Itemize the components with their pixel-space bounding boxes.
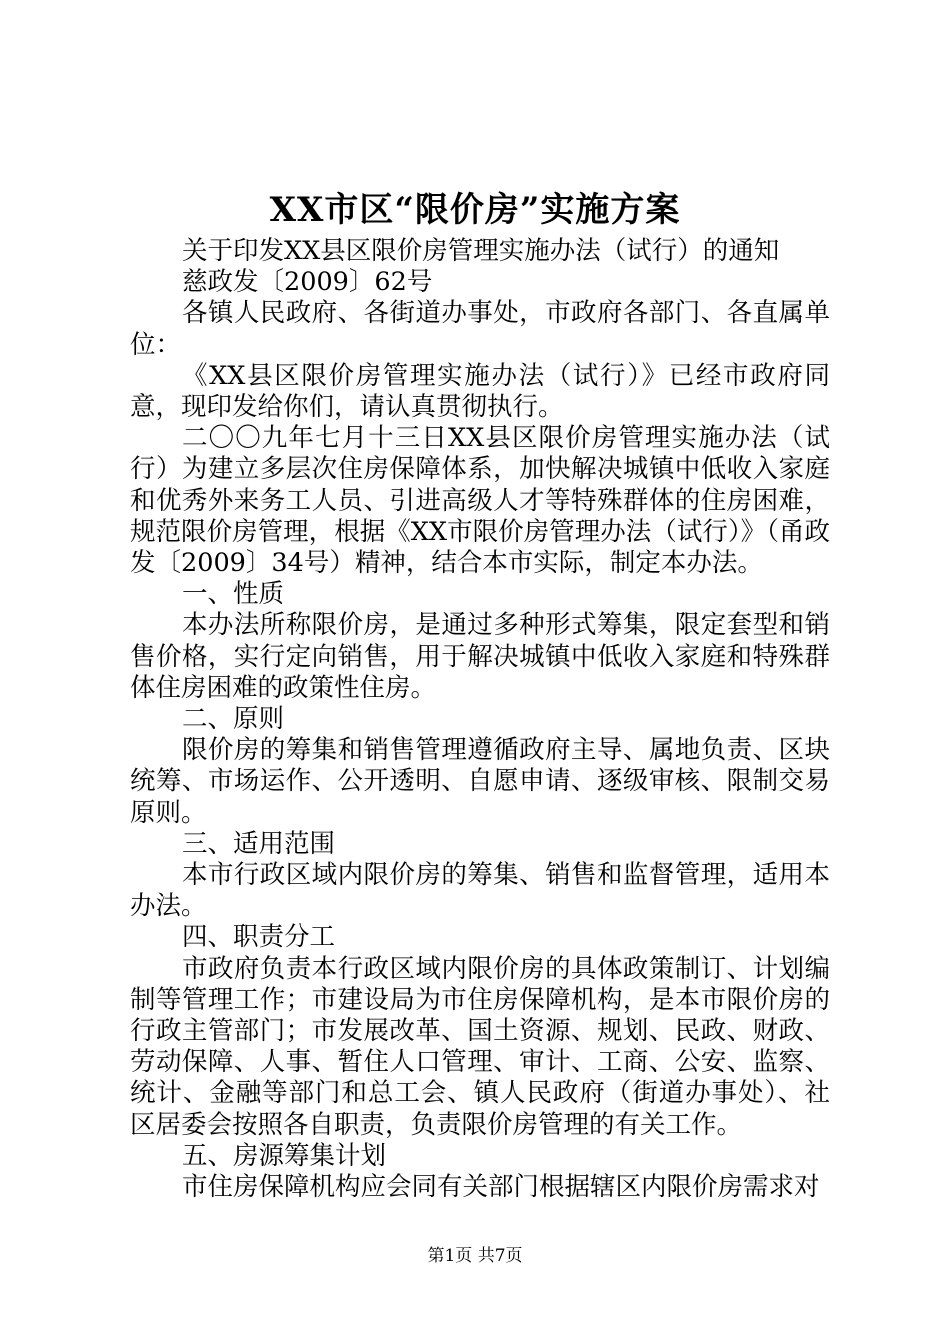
body-paragraph: 市住房保障机构应会同有关部门根据辖区内限价房需求对	[182, 1172, 820, 1203]
section-heading: 五、房源筹集计划	[182, 1140, 387, 1171]
document-body	[130, 236, 830, 1203]
addressee-paragraph: 各镇人民政府、各街道办事处，市政府各部门、各直属单位：	[130, 298, 830, 360]
body-paragraph: 本市行政区域内限价房的筹集、销售和监督管理，适用本办法。	[130, 860, 830, 922]
body-paragraph: 《XX县区限价房管理实施办法（试行）》已经市政府同意，现印发给你们，请认真贯彻执行。	[130, 360, 830, 423]
body-paragraph: 市政府负责本行政区域内限价房的具体政策制订、计划编制等管理工作；市建设局为市住房保障机构，是本市限价房的行政主管部门；市发展改革、国土资源、规划、民政、财政、劳动保障、人事、暂住人口管理、审计、工商、公安、监察、统计、金融等部门和总工会、镇人民政府（街道办事处）、社区居委会按照各自职责，负责限价房管理的有关工作。	[130, 953, 830, 1140]
section-heading: 三、适用范围	[182, 828, 336, 859]
section-heading: 四、职责分工	[182, 922, 336, 953]
page-footer: 第1页 共7页	[427, 1246, 523, 1266]
body-paragraph: 二〇〇九年七月十三日XX县区限价房管理实施办法（试行）为建立多层次住房保障体系，加快解决城镇中低收入家庭和优秀外来务工人员、引进高级人才等特殊群体的住房困难，规范限价房管理，根据《XX市限价房管理办法（试行）》（甬政发〔2009〕34号）精神，结合本市实际，制定本办法。	[130, 423, 830, 579]
body-paragraph: 本办法所称限价房，是通过多种形式筹集，限定套型和销售价格，实行定向销售，用于解决城镇中低收入家庭和特殊群体住房困难的政策性住房。	[130, 610, 830, 703]
notice-title-line: 关于印发XX县区限价房管理实施办法（试行）的通知	[182, 236, 780, 266]
document-title: XX市区“限价房”实施方案	[269, 190, 681, 230]
section-heading: 二、原则	[182, 704, 285, 735]
section-heading: 一、性质	[182, 579, 285, 610]
body-paragraph: 限价房的筹集和销售管理遵循政府主导、属地负责、区块统筹、市场运作、公开透明、自愿申请、逐级审核、限制交易原则。	[130, 735, 830, 828]
document-number-line: 慈政发〔2009〕62号	[182, 267, 433, 298]
